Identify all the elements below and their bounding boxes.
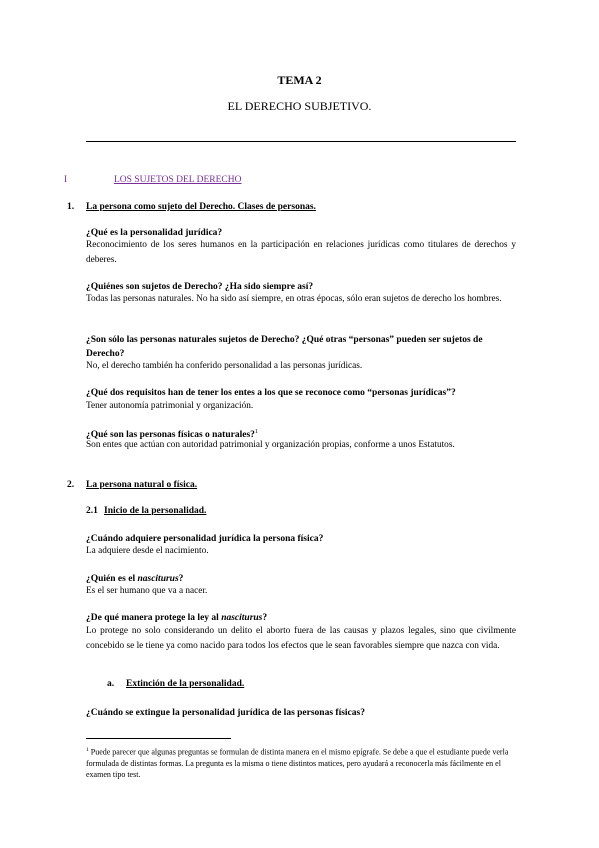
question-term: nasciturus <box>137 574 179 584</box>
subsubsection-number: a. <box>107 679 115 689</box>
question-term: nasciturus <box>221 613 263 623</box>
question: ¿Cuándo adquiere personalidad jurídica la persona física? <box>86 534 324 544</box>
question: ¿Qué dos requisitos han de tener los entes a los que se reconoce como “personas jurídicas”? <box>86 388 456 398</box>
subsection-title: La persona como sujeto del Derecho. Clases de personas. <box>86 202 316 212</box>
page-subtitle: EL DERECHO SUBJETIVO. <box>227 99 372 113</box>
subsubsection-number: 2.1 <box>86 506 98 516</box>
answer: No, el derecho también ha conferido personalidad a las personas jurídicas. <box>86 361 363 371</box>
answer: Tener autonomía patrimonial y organización. <box>86 401 254 411</box>
question-text: ? <box>178 574 184 584</box>
answer: La adquiere desde el nacimiento. <box>86 546 209 556</box>
question: ¿Qué es la personalidad jurídica? <box>86 228 223 238</box>
answer: Son entes que actúan con autoridad patrimonial y organización propias, conforme a unos Estatutos. <box>86 440 455 450</box>
question-text: ¿Quién es el <box>86 574 138 584</box>
answer: Lo protege no solo considerando un delito el aborto fuera de las causas y plazos legales, sino que civilmente concebido se le tiene ya como nacido para todos los efectos que le sean favorables siempre que nazca con vida. <box>86 626 516 651</box>
page-title: TEMA 2 <box>277 73 322 87</box>
subsubsection-title: Inicio de la personalidad. <box>104 506 207 516</box>
footnote-text: Puede parecer que algunas preguntas se formulan de distinta manera en el mismo epígrafe. Se debe a que el estudiante puede verla formulada de distintas formas. La pregunta es la misma o tiene distintos matices, pero ayudará a reconocerla más fácilmente en el examen tipo test. <box>86 747 509 779</box>
question <box>86 611 516 625</box>
subsection-number: 2. <box>67 480 75 490</box>
footnote-mark: 1 <box>86 747 89 753</box>
question: ¿Son sólo las personas naturales sujetos de Derecho? ¿Qué otras “personas” pueden ser sujetos de Derecho? <box>86 335 483 359</box>
footnote <box>86 745 516 780</box>
subsection-title: La persona natural o física. <box>86 480 198 490</box>
question-text: ¿Qué son las personas físicas o naturales? <box>86 430 255 441</box>
section-title: LOS SUJETOS DEL DERECHO <box>114 175 242 185</box>
subsection-number: 1. <box>67 202 75 212</box>
answer: Todas las personas naturales. No ha sido así siempre, en otras épocas, sólo eran sujetos de derecho los hombres. <box>86 294 502 304</box>
question: ¿Cuándo se extingue la personalidad jurídica de las personas físicas? <box>86 708 365 718</box>
question-text: ¿De qué manera protege la ley al <box>86 613 222 623</box>
answer: Es el ser humano que va a nacer. <box>86 586 208 596</box>
question: ¿Quiénes son sujetos de Derecho? ¿Ha sido siempre así? <box>86 282 314 292</box>
section-number: I <box>64 175 68 185</box>
title-divider <box>86 141 516 142</box>
subsubsection-title: Extinción de la personalidad. <box>126 679 245 689</box>
question-text: ? <box>262 613 268 623</box>
footnote-ref[interactable]: 1 <box>254 429 258 435</box>
answer: Reconocimiento de los seres humanos en la participación en relaciones jurídicas como titulares de derechos y deberes. <box>86 240 516 265</box>
footnote-divider <box>86 738 231 739</box>
